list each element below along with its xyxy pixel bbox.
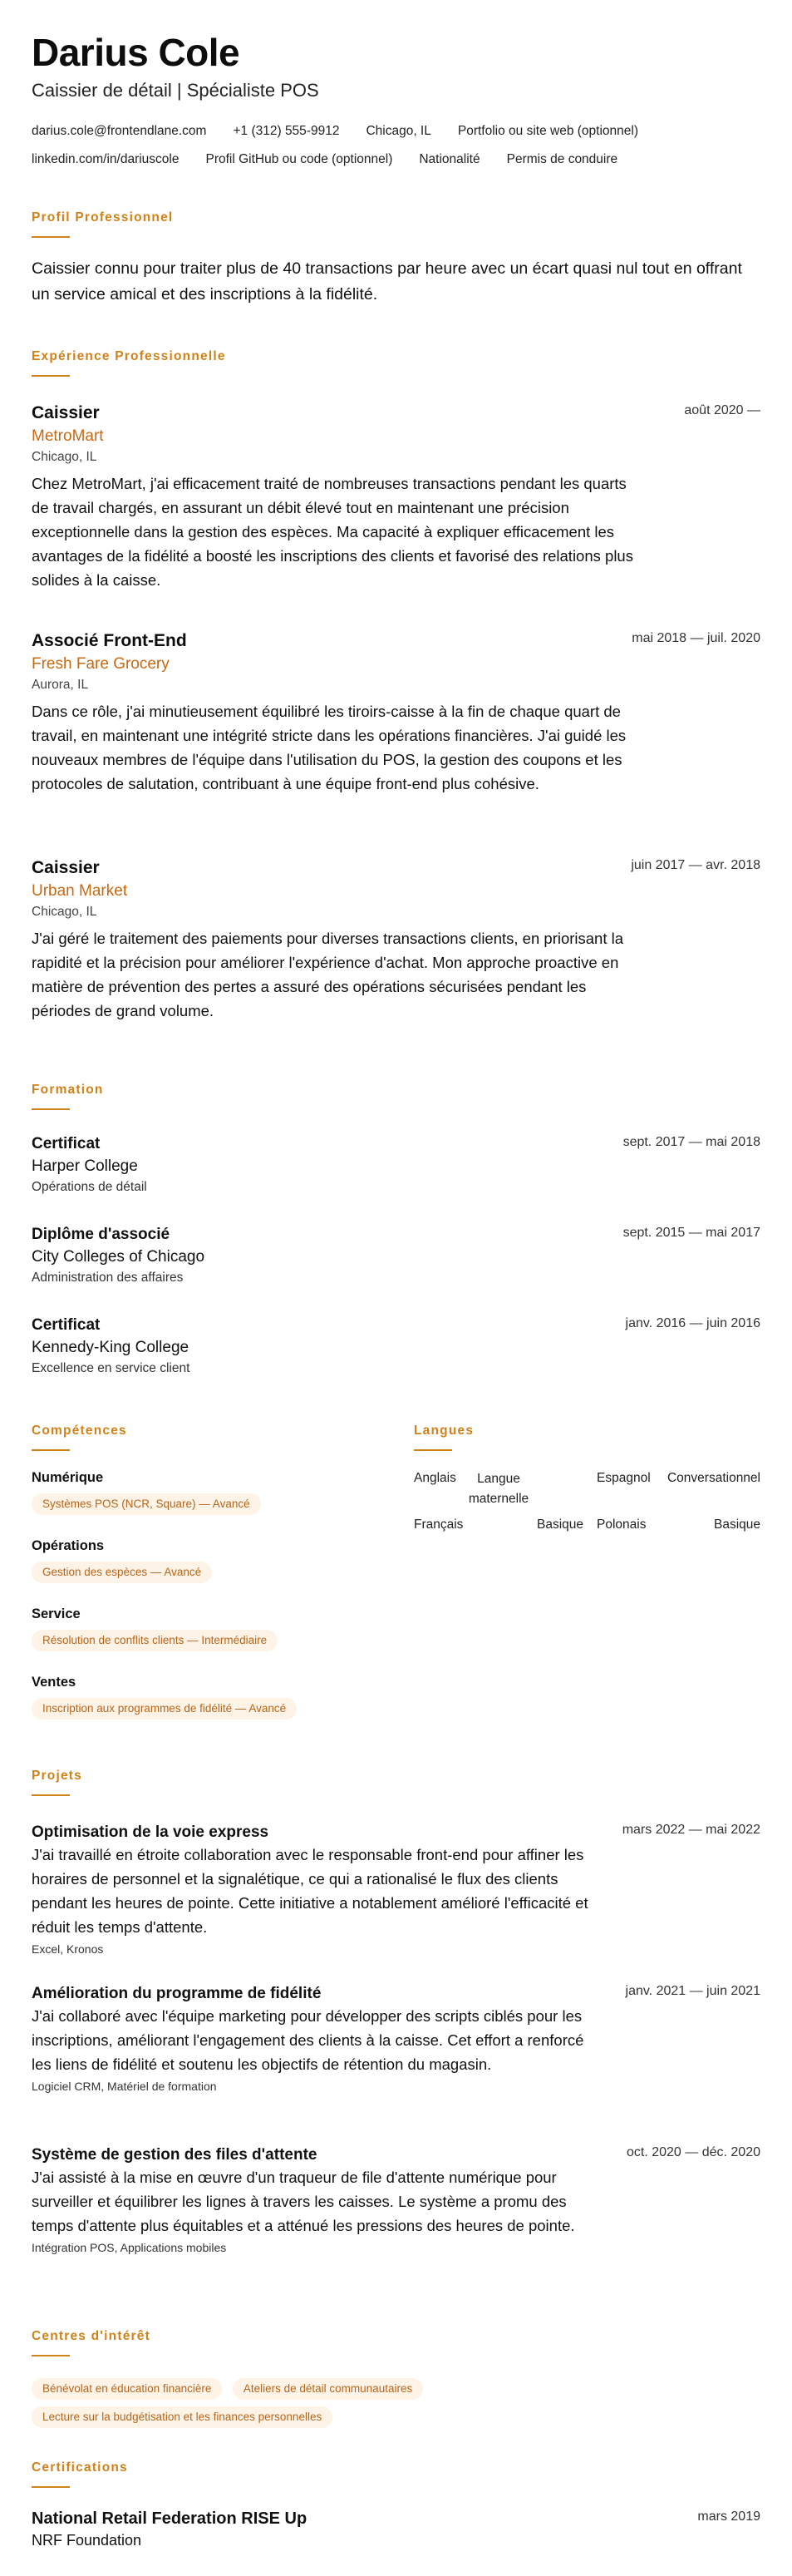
project-description: J'ai travaillé en étroite collaboration avec le responsable front-end pour affiner les horaires de personnel et la signalétique, ce qui a rationalisé le flux des clients pendant les heures de pointe. Cette initiative a notablement amélioré l'efficacité et réduit les temps d'attente.: [32, 1846, 588, 1936]
contact-github[interactable]: Profil GitHub ou code (optionnel): [205, 152, 393, 166]
project-title: Système de gestion des files d'attente: [32, 2146, 317, 2164]
education-dates: janv. 2016 — juin 2016: [625, 1316, 760, 1330]
section-title: Centres d'intérêt: [32, 2329, 150, 2343]
section-divider: [32, 2486, 70, 2488]
language-level: Basique: [713, 1517, 760, 1532]
skill-category: Service: [32, 1606, 81, 1621]
section-divider: [32, 1449, 70, 1451]
education-section: [32, 1082, 760, 1398]
project-dates: mars 2022 — mai 2022: [622, 1823, 760, 1837]
education-item: [32, 1133, 760, 1197]
section-divider: [32, 375, 70, 377]
project-description: J'ai collaboré avec l'équipe marketing pour développer des scripts ciblés pour les inscriptions, améliorant l'engagement des clients à la caisse. Cet effort a renforcé les liens de fidélité et soutenu les objectifs de rétention du magasin.: [32, 2007, 584, 2073]
certifications-section: [32, 2460, 760, 2559]
language-level: Conversationnel: [667, 1471, 760, 1485]
contact-email[interactable]: darius.cole@frontendlane.com: [32, 124, 207, 138]
contact-location: Chicago, IL: [366, 124, 431, 138]
job-title: Caissier: [32, 858, 100, 877]
experience-item: [32, 402, 760, 592]
project-dates: janv. 2021 — juin 2021: [625, 1984, 760, 1998]
interest-chip: Lecture sur la budgétisation et les finances personnelles: [32, 2406, 332, 2428]
job-description: Chez MetroMart, j'ai efficacement traité de nombreuses transactions pendant les quarts de travail chargés, en assurant un débit élevé tout en maintenant une précision exceptionnelle dans la gestion des espèces. Ma capacité à expliquer efficacement les avantages de la fidélité a boosté les inscriptions des clients et favorisé des relations plus solides à la caisse.: [32, 475, 633, 589]
experience-item: [32, 856, 760, 1023]
skill-chip: Résolution de conflits clients — Intermédiaire: [32, 1630, 278, 1651]
interest-chip: Ateliers de détail communautaires: [233, 2378, 423, 2400]
job-dates: juin 2017 — avr. 2018: [631, 858, 760, 872]
skill-group: [32, 1537, 389, 1590]
section-title: Expérience Professionnelle: [32, 349, 226, 363]
experience-section: [32, 348, 760, 1039]
section-divider: [414, 1449, 452, 1451]
education-item: [32, 1315, 760, 1378]
degree: Certificat: [32, 1135, 101, 1152]
languages-section: [414, 1423, 760, 1547]
company-name: Urban Market: [32, 882, 128, 900]
job-title: Associé Front-End: [32, 631, 187, 650]
contact-linkedin[interactable]: linkedin.com/in/dariuscole: [32, 152, 180, 166]
section-divider: [32, 2355, 70, 2356]
section-title: Projets: [32, 1769, 82, 1783]
project-dates: oct. 2020 — déc. 2020: [627, 2145, 760, 2159]
section-title: Certifications: [32, 2460, 128, 2475]
section-title: Langues: [414, 1424, 475, 1438]
certification-name: National Retail Federation RISE Up: [32, 2509, 307, 2528]
project-item: [32, 2145, 760, 2256]
contact-license: Permis de conduire: [506, 152, 618, 166]
skill-chip: Gestion des espèces — Avancé: [32, 1562, 212, 1583]
contact-list: [32, 123, 746, 168]
skill-group: [32, 1605, 389, 1658]
job-dates: août 2020 —: [684, 403, 760, 417]
company-name: Fresh Fare Grocery: [32, 655, 170, 673]
projects-section: [32, 1768, 760, 2300]
language-name: Espagnol: [597, 1471, 651, 1485]
language-name: Anglais: [414, 1471, 456, 1485]
job-location: Chicago, IL: [32, 905, 97, 919]
interest-chip: Bénévolat en éducation financière: [32, 2378, 222, 2400]
language-name: Français: [414, 1517, 464, 1532]
field-of-study: Opérations de détail: [32, 1180, 147, 1194]
project-item: [32, 1984, 760, 2095]
skill-category: Ventes: [32, 1675, 76, 1690]
skill-chip: Inscription aux programmes de fidélité — Avancé: [32, 1698, 297, 1720]
job-location: Aurora, IL: [32, 678, 89, 692]
language-level-line: maternelle: [468, 1492, 529, 1506]
experience-item: [32, 629, 760, 796]
candidate-name: Darius Cole: [32, 31, 240, 74]
job-location: Chicago, IL: [32, 450, 97, 464]
contact-phone[interactable]: +1 (312) 555-9912: [233, 124, 340, 138]
certification-issuer: NRF Foundation: [32, 2532, 142, 2549]
project-tech: Intégration POS, Applications mobiles: [32, 2241, 227, 2254]
school-name: Kennedy-King College: [32, 1339, 189, 1356]
project-title: Amélioration du programme de fidélité: [32, 1985, 322, 2002]
section-divider: [32, 1108, 70, 1110]
language-level: Basique: [536, 1517, 583, 1532]
project-description: J'ai assisté à la mise en œuvre d'un traqueur de file d'attente numérique pour surveiller et équilibrer les lignes à travers les caisses. Le système a promu des temps d'attente plus équitables et a atténué les pressions des heures de pointe.: [32, 2169, 575, 2234]
certification-item: [32, 2508, 760, 2551]
section-title: Formation: [32, 1083, 104, 1097]
education-dates: sept. 2017 — mai 2018: [622, 1135, 760, 1149]
job-dates: mai 2018 — juil. 2020: [632, 631, 760, 645]
interests-section: [32, 2328, 760, 2445]
section-title: Compétences: [32, 1424, 127, 1438]
project-tech: Logiciel CRM, Matériel de formation: [32, 2080, 217, 2093]
skills-section: [32, 1423, 389, 1739]
skill-category: Numérique: [32, 1470, 104, 1485]
job-description: Dans ce rôle, j'ai minutieusement équilibré les tiroirs-caisse à la fin de chaque quart de travail, en maintenant une intégrité stricte dans les opérations financières. J'ai guidé les nouveaux membres de l'équipe dans l'utilisation du POS, la gestion des coupons et les protocoles de salutation, contribuant à une équipe front-end plus cohésive.: [32, 703, 627, 792]
school-name: Harper College: [32, 1157, 138, 1175]
skill-chip: Systèmes POS (NCR, Square) — Avancé: [32, 1493, 261, 1515]
education-item: [32, 1224, 760, 1287]
summary-section: [32, 210, 760, 308]
skill-group: [32, 1468, 389, 1522]
contact-nationality: Nationalité: [419, 152, 480, 166]
skill-group: [32, 1673, 389, 1726]
education-dates: sept. 2015 — mai 2017: [622, 1226, 760, 1240]
field-of-study: Administration des affaires: [32, 1271, 184, 1285]
project-tech: Excel, Kronos: [32, 1942, 104, 1956]
interest-list: [32, 2378, 497, 2435]
job-description: J'ai géré le traitement des paiements pour diverses transactions clients, en priorisant la rapidité et la précision pour améliorer l'expérience d'achat. Mon approche proactive en matière de prévention des pertes a assuré des opérations sécurisées pendant les périodes de grand volume.: [32, 930, 624, 1019]
degree: Certificat: [32, 1316, 101, 1334]
language-level-line: Langue: [477, 1472, 520, 1486]
section-divider: [32, 236, 70, 238]
job-title: Caissier: [32, 403, 100, 422]
summary-text: Caissier connu pour traiter plus de 40 transactions par heure avec un écart quasi nul tout en offrant un service amical et des inscriptions à la fidélité.: [32, 259, 742, 303]
company-name: MetroMart: [32, 427, 104, 445]
certification-date: mars 2019: [697, 2509, 760, 2524]
resume-header: [32, 30, 760, 168]
project-item: [32, 1823, 760, 1957]
language-name: Polonais: [597, 1517, 647, 1532]
skill-category: Opérations: [32, 1538, 105, 1553]
degree: Diplôme d'associé: [32, 1226, 170, 1243]
field-of-study: Excellence en service client: [32, 1361, 190, 1375]
project-title: Optimisation de la voie express: [32, 1823, 269, 1841]
section-divider: [32, 1794, 70, 1796]
language-level: [462, 1469, 535, 1509]
section-title: Profil Professionnel: [32, 210, 174, 225]
school-name: City Colleges of Chicago: [32, 1248, 205, 1266]
candidate-headline: Caissier de détail | Spécialiste POS: [32, 80, 319, 101]
contact-portfolio[interactable]: Portfolio ou site web (optionnel): [457, 124, 638, 138]
